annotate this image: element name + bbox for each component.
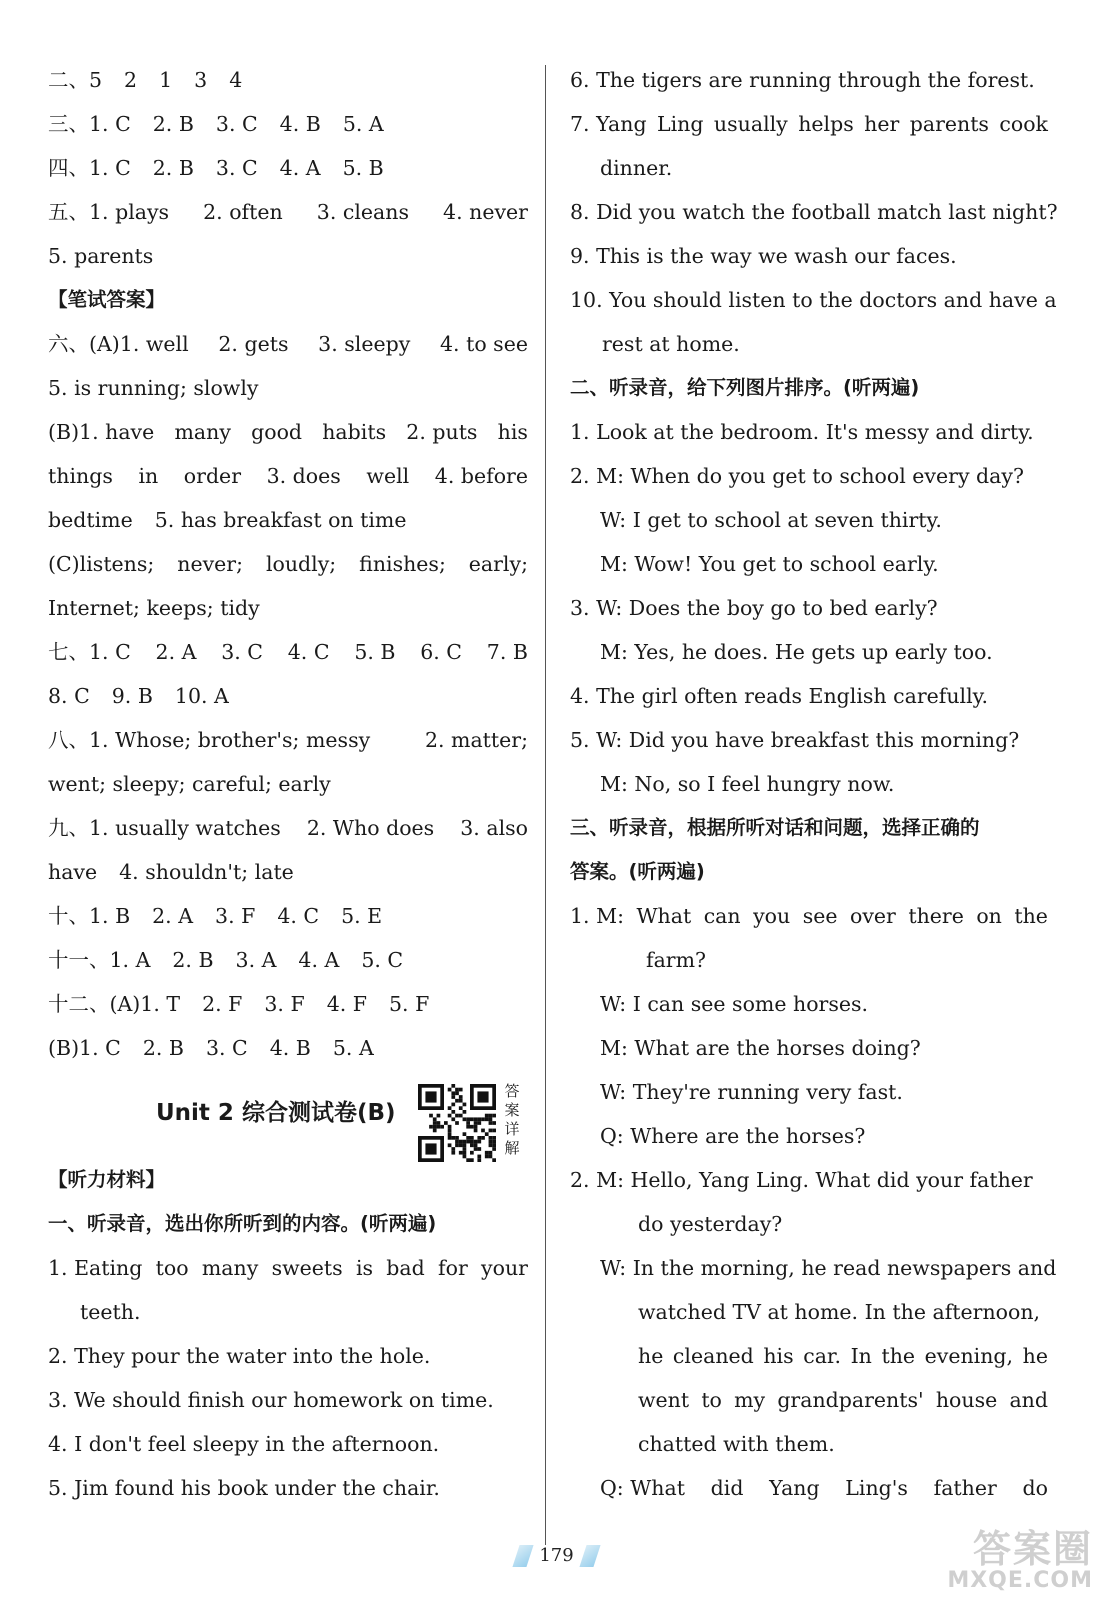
text-segment: M: No, so I feel hungry now. <box>600 772 895 796</box>
text-segment: 5. is running; slowly <box>48 376 259 400</box>
text-segment: 3. W: Does the boy go to bed early? <box>570 596 938 620</box>
page-number-text: 179 <box>539 1545 574 1566</box>
text-segment: good <box>251 420 303 444</box>
text-line <box>48 190 528 234</box>
text-line <box>48 718 528 762</box>
text-segment: and <box>1009 1388 1048 1412</box>
text-segment: 7. Yang <box>570 112 647 136</box>
text-segment: well <box>366 464 410 488</box>
text-segment: 2. B <box>142 1036 184 1060</box>
text-line <box>570 1290 1048 1334</box>
text-segment: her <box>864 112 900 136</box>
text-segment: 十一、1. A <box>48 948 151 972</box>
text-segment: 5. F <box>389 992 430 1016</box>
text-line <box>48 938 528 982</box>
text-segment: 2. B <box>152 156 194 180</box>
text-line <box>48 850 528 894</box>
text-line <box>48 806 528 850</box>
text-segment: 3. cleans <box>316 200 409 224</box>
text-segment: have <box>48 860 98 884</box>
text-segment: (B)1. C <box>48 1036 121 1060</box>
text-segment: usually <box>713 112 788 136</box>
text-line <box>570 278 1057 322</box>
text-segment: M: What are the horses doing? <box>600 1036 921 1060</box>
text-segment: do <box>1022 1476 1048 1500</box>
text-line <box>570 322 1048 366</box>
text-segment: 4 <box>229 68 243 92</box>
text-segment: his <box>497 420 528 444</box>
text-segment: chatted with them. <box>638 1432 835 1456</box>
text-segment: do yesterday? <box>638 1212 783 1236</box>
text-segment: to <box>701 1388 722 1412</box>
text-segment: 2. They pour the water into the hole. <box>48 1344 431 1368</box>
text-line <box>570 1158 1048 1202</box>
text-line <box>570 58 1048 102</box>
text-segment: the <box>1014 904 1048 928</box>
text-segment: never; <box>177 552 244 576</box>
section-heading <box>48 1158 528 1202</box>
text-segment: W: They're running very fast. <box>600 1080 903 1104</box>
text-segment: house <box>935 1388 998 1412</box>
text-line <box>570 410 1048 454</box>
text-segment: 4. A <box>279 156 321 180</box>
text-line <box>570 894 1048 938</box>
text-segment: 4. B <box>269 1036 311 1060</box>
text-segment: 一、听录音，选出你所听到的内容。(听两遍) <box>48 1212 437 1235</box>
text-segment: for <box>438 1256 468 1280</box>
text-segment: 10. You should listen to the doctors and have a <box>570 288 1057 312</box>
text-line <box>570 1070 1048 1114</box>
text-segment: he <box>638 1344 664 1368</box>
text-segment: 5. Jim found his book under the chair. <box>48 1476 440 1500</box>
text-segment: farm? <box>646 948 707 972</box>
text-segment: finishes; <box>359 552 446 576</box>
text-segment: 4. A <box>298 948 340 972</box>
text-segment: W: I get to school at seven thirty. <box>600 508 942 532</box>
text-segment: 3. C <box>205 1036 248 1060</box>
section-heading <box>570 850 1048 894</box>
text-segment: 5. B <box>342 156 384 180</box>
text-segment: your <box>481 1256 528 1280</box>
text-line <box>570 762 1048 806</box>
text-segment: Q: Where are the horses? <box>600 1124 866 1148</box>
text-segment: 六、(A)1. well <box>48 332 189 356</box>
text-segment: see <box>802 904 838 928</box>
text-segment: car. <box>803 1344 841 1368</box>
text-line <box>48 234 528 278</box>
text-segment: evening, <box>924 1344 1014 1368</box>
text-line <box>570 1378 1048 1422</box>
text-line <box>570 1026 1048 1070</box>
text-segment: 二、听录音，给下列图片排序。(听两遍) <box>570 376 920 399</box>
text-line <box>48 1246 528 1290</box>
text-segment: 8. Did you watch the football match last night? <box>570 200 1058 224</box>
text-line <box>570 234 1048 278</box>
text-segment: Ling <box>657 112 704 136</box>
text-segment: watched TV at home. In the afternoon, <box>638 1300 1041 1324</box>
text-segment: 4. B <box>279 112 321 136</box>
text-line <box>570 674 1048 718</box>
column-divider <box>545 65 546 1545</box>
text-segment: Q: What <box>600 1476 685 1500</box>
text-segment: In <box>850 1344 872 1368</box>
watermark-site: MXQE.COM <box>947 1568 1093 1593</box>
text-segment: rest at home. <box>602 332 740 356</box>
text-segment: 答案。(听两遍) <box>570 860 705 883</box>
text-segment: 【笔试答案】 <box>48 288 166 311</box>
text-segment: 4. before <box>434 464 528 488</box>
text-segment: 4. never <box>443 200 528 224</box>
text-line <box>570 586 1048 630</box>
page-number-decoration-right <box>580 1545 601 1567</box>
text-segment: 1 <box>159 68 173 92</box>
text-segment: 八、1. Whose; brother's; messy <box>48 728 371 752</box>
section-heading <box>48 278 528 322</box>
text-segment: sweets <box>271 1256 343 1280</box>
text-segment: habits <box>322 420 387 444</box>
text-line <box>48 1290 528 1334</box>
text-segment: 9. This is the way we wash our faces. <box>570 244 957 268</box>
text-segment: 9. B <box>111 684 153 708</box>
text-segment: 4. The girl often reads English carefully. <box>570 684 989 708</box>
left-column <box>48 58 528 1510</box>
page-number <box>0 1545 1113 1567</box>
section-heading <box>570 366 1048 410</box>
text-segment: 3. also <box>460 816 528 840</box>
text-segment: 5. A <box>342 112 384 136</box>
text-line <box>570 1422 1048 1466</box>
text-segment: 5. has breakfast on time <box>154 508 407 532</box>
text-line <box>570 1114 1048 1158</box>
text-line <box>48 454 528 498</box>
text-line <box>570 1466 1048 1510</box>
text-segment: 4. to see <box>440 332 528 356</box>
qr-code-icon[interactable] <box>418 1084 496 1162</box>
text-line <box>570 498 1048 542</box>
text-segment: 2. puts <box>406 420 478 444</box>
text-segment: dinner. <box>600 156 673 180</box>
text-segment: he <box>1022 1344 1048 1368</box>
text-segment: 七、1. C <box>48 640 131 664</box>
text-segment: there <box>908 904 964 928</box>
text-line <box>570 190 1058 234</box>
text-segment: 4. F <box>326 992 367 1016</box>
text-segment: 2. F <box>202 992 243 1016</box>
text-segment: cook <box>999 112 1048 136</box>
text-line <box>48 982 528 1026</box>
text-line <box>48 102 528 146</box>
text-segment: bad <box>386 1256 425 1280</box>
text-segment: many <box>201 1256 259 1280</box>
text-segment: early; <box>468 552 528 576</box>
text-line <box>570 1202 1048 1246</box>
text-segment: 3. does <box>266 464 341 488</box>
text-segment: 4. shouldn't; late <box>119 860 294 884</box>
text-segment: went <box>638 1388 690 1412</box>
text-segment: grandparents' <box>777 1388 924 1412</box>
text-line <box>48 410 528 454</box>
text-segment: 4. C <box>277 904 320 928</box>
answer-key-section <box>48 58 528 1070</box>
unit-title: Unit 2 综合测试卷(B) <box>156 1100 396 1126</box>
watermark <box>947 1527 1093 1593</box>
text-line <box>570 718 1048 762</box>
text-segment: 3. C <box>215 156 258 180</box>
text-segment: 四、1. C <box>48 156 131 180</box>
text-segment: teeth. <box>80 1300 141 1324</box>
text-segment: 2. A <box>152 904 194 928</box>
text-segment: 6. C <box>420 640 462 664</box>
text-line <box>570 146 1048 190</box>
text-segment: 二、5 <box>48 68 103 92</box>
text-segment: 2 <box>124 68 138 92</box>
watermark-logo-text: 答案圈 <box>972 1527 1093 1571</box>
text-line <box>48 630 528 674</box>
text-segment: M: Wow! You get to school early. <box>600 552 939 576</box>
text-segment: 五、1. plays <box>48 200 170 224</box>
text-segment: 3. C <box>215 112 258 136</box>
text-line <box>48 1466 528 1510</box>
text-segment: his <box>763 1344 794 1368</box>
text-segment: 2. B <box>152 112 194 136</box>
text-line <box>48 498 528 542</box>
text-line <box>570 542 1048 586</box>
text-segment: helps <box>798 112 854 136</box>
text-segment: order <box>183 464 241 488</box>
text-segment: bedtime <box>48 508 133 532</box>
text-segment: is <box>355 1256 374 1280</box>
text-segment: Yang <box>769 1476 820 1500</box>
text-line <box>48 322 528 366</box>
text-segment: you <box>753 904 791 928</box>
text-line <box>48 1026 528 1070</box>
text-segment: in <box>138 464 159 488</box>
listening-material-section <box>48 1158 528 1510</box>
text-segment: 3. We should finish our homework on time. <box>48 1388 494 1412</box>
text-segment: 2. often <box>203 200 283 224</box>
text-segment: 2. Who does <box>306 816 435 840</box>
text-segment: parents <box>909 112 989 136</box>
text-segment: went; sleepy; careful; early <box>48 772 331 796</box>
text-segment: over <box>849 904 896 928</box>
text-line <box>48 674 528 718</box>
text-line <box>570 102 1048 146</box>
text-line <box>570 1334 1048 1378</box>
text-segment: 4. I don't feel sleepy in the afternoon. <box>48 1432 440 1456</box>
text-line <box>48 542 528 586</box>
text-line <box>570 630 1048 674</box>
text-segment: on <box>976 904 1002 928</box>
text-segment: (C)listens; <box>48 552 155 576</box>
text-segment: W: In the morning, he read newspapers and <box>600 1256 1057 1280</box>
text-segment: What <box>636 904 692 928</box>
text-line <box>48 146 528 190</box>
text-segment: (B)1. have <box>48 420 155 444</box>
page-number-decoration-left <box>512 1545 533 1567</box>
text-segment: 十二、(A)1. T <box>48 992 181 1016</box>
text-segment: 九、1. usually watches <box>48 816 281 840</box>
text-segment: 10. A <box>174 684 229 708</box>
text-line <box>48 586 528 630</box>
text-segment: 1. Look at the bedroom. It's messy and dirty. <box>570 420 1034 444</box>
text-line <box>48 1378 528 1422</box>
unit-heading <box>48 1070 528 1158</box>
text-segment: 5. C <box>361 948 404 972</box>
text-segment: 2. M: Hello, Yang Ling. What did your father <box>570 1168 1033 1192</box>
text-segment: 4. C <box>287 640 330 664</box>
text-line <box>570 1246 1057 1290</box>
text-segment: too <box>155 1256 189 1280</box>
text-segment: 7. B <box>486 640 528 664</box>
text-segment: 2. B <box>172 948 214 972</box>
text-segment: 十、1. B <box>48 904 131 928</box>
text-segment: 【听力材料】 <box>48 1168 166 1191</box>
text-segment: Ling's <box>845 1476 908 1500</box>
text-line <box>48 1334 528 1378</box>
text-line <box>570 982 1048 1026</box>
text-segment: 6. The tigers are running through the forest. <box>570 68 1035 92</box>
right-column <box>570 58 1058 1510</box>
section-heading <box>570 806 1048 850</box>
text-segment: 3. F <box>264 992 305 1016</box>
text-line <box>570 938 1048 982</box>
text-segment: 5. B <box>354 640 396 664</box>
text-segment: 2. matter; <box>424 728 528 752</box>
text-segment: 5. E <box>341 904 383 928</box>
text-segment: cleaned <box>672 1344 754 1368</box>
text-segment: M: Yes, he does. He gets up early too. <box>600 640 993 664</box>
text-segment: 5. parents <box>48 244 154 268</box>
text-segment: 2. A <box>155 640 197 664</box>
qr-label: 答案详解 <box>504 1082 520 1157</box>
text-line <box>570 454 1048 498</box>
text-segment: many <box>174 420 231 444</box>
text-segment: things <box>48 464 113 488</box>
text-segment: 三、听录音，根据所听对话和问题，选择正确的 <box>570 816 980 839</box>
text-segment: my <box>734 1388 766 1412</box>
text-segment: can <box>703 904 741 928</box>
text-segment: 3. sleepy <box>318 332 411 356</box>
text-segment: 8. C <box>48 684 90 708</box>
text-segment: 3. C <box>221 640 263 664</box>
text-segment: did <box>710 1476 744 1500</box>
text-line <box>48 366 528 410</box>
text-line <box>48 58 528 102</box>
section-heading <box>48 1202 528 1246</box>
text-segment: father <box>933 1476 997 1500</box>
text-segment: 2. M: When do you get to school every day? <box>570 464 1024 488</box>
text-line <box>48 1422 528 1466</box>
text-segment: 1. Eating <box>48 1256 143 1280</box>
text-segment: 3 <box>194 68 208 92</box>
text-segment: 2. gets <box>218 332 289 356</box>
text-segment: W: I can see some horses. <box>600 992 869 1016</box>
text-segment: 5. A <box>332 1036 374 1060</box>
text-segment: 3. F <box>215 904 256 928</box>
text-line <box>48 894 528 938</box>
text-segment: 5. W: Did you have breakfast this morning? <box>570 728 1020 752</box>
text-segment: Internet; keeps; tidy <box>48 596 260 620</box>
text-segment: the <box>881 1344 916 1368</box>
text-segment: 3. A <box>235 948 277 972</box>
text-segment: 三、1. C <box>48 112 131 136</box>
text-line <box>48 762 528 806</box>
text-segment: loudly; <box>265 552 337 576</box>
text-segment: 1. M: <box>570 904 624 928</box>
